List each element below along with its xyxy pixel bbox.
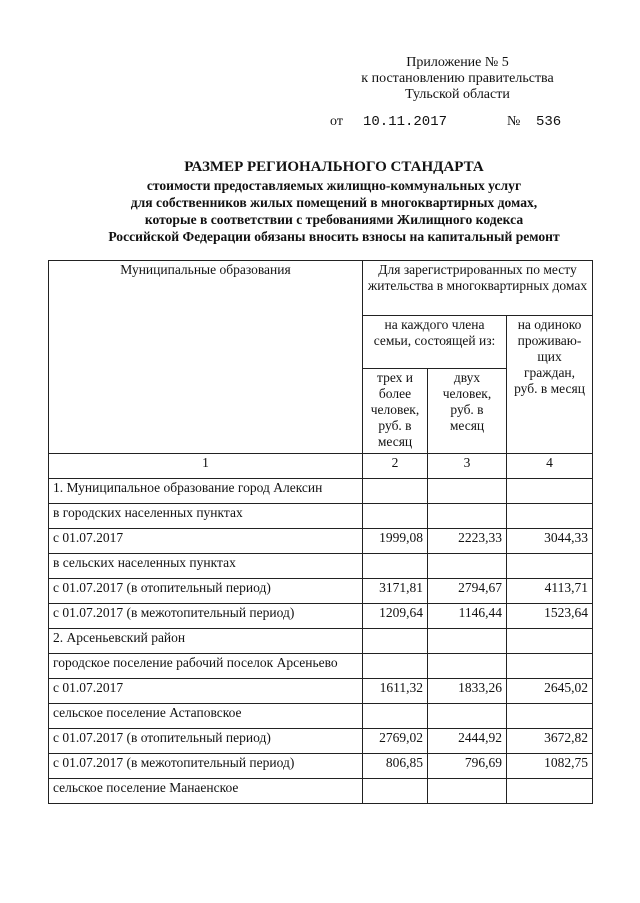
appendix-line-3: Тульской области — [405, 87, 510, 102]
value-single: 2645,02 — [507, 679, 593, 704]
value-single: 4113,71 — [507, 579, 593, 604]
header-registered: Для зарегистрированных по месту жительства в многоквартирных домах — [363, 261, 593, 316]
value-three-plus — [363, 554, 428, 579]
table-row — [49, 504, 593, 529]
value-three-plus: 806,85 — [363, 754, 428, 779]
standard-table — [48, 260, 593, 804]
row-label: с 01.07.2017 (в межотопительный период) — [49, 754, 363, 779]
value-two — [428, 704, 507, 729]
document-title — [60, 158, 608, 245]
value-two: 2794,67 — [428, 579, 507, 604]
row-label: сельское поселение Астаповское — [49, 704, 363, 729]
col-number-2: 2 — [363, 454, 428, 479]
table-row — [49, 529, 593, 554]
value-two — [428, 779, 507, 804]
value-three-plus: 3171,81 — [363, 579, 428, 604]
value-single — [507, 779, 593, 804]
value-two — [428, 479, 507, 504]
value-three-plus — [363, 704, 428, 729]
value-three-plus — [363, 479, 428, 504]
table-row — [49, 754, 593, 779]
header-per-member: на каждого члена семьи, состоящей из: — [363, 316, 507, 369]
row-label: 2. Арсеньевский район — [49, 629, 363, 654]
header-row-1 — [49, 261, 593, 316]
col-number-3: 3 — [428, 454, 507, 479]
title-sub-3: которые в соответствии с требованиями Жилищного кодекса — [144, 212, 524, 227]
value-three-plus: 1611,32 — [363, 679, 428, 704]
table-row — [49, 629, 593, 654]
row-label: городское поселение рабочий поселок Арсеньево — [49, 654, 363, 679]
row-label: сельское поселение Манаенское — [49, 779, 363, 804]
table-row — [49, 679, 593, 704]
table-row — [49, 479, 593, 504]
value-three-plus: 1209,64 — [363, 604, 428, 629]
table-row — [49, 579, 593, 604]
value-single — [507, 704, 593, 729]
header-two: двух человек, руб. в месяц — [428, 369, 507, 454]
col-number-1: 1 — [49, 454, 363, 479]
row-label: в сельских населенных пунктах — [49, 554, 363, 579]
value-single — [507, 554, 593, 579]
value-single — [507, 629, 593, 654]
title-sub-1: стоимости предоставляемых жилищно-коммунальных услуг — [146, 178, 522, 193]
value-single: 1523,64 — [507, 604, 593, 629]
value-single — [507, 479, 593, 504]
title-sub-2: для собственников жилых помещений в многоквартирных домах, — [130, 195, 538, 210]
value-two: 796,69 — [428, 754, 507, 779]
appendix-line-2: к постановлению правительства — [361, 71, 554, 86]
value-two: 2223,33 — [428, 529, 507, 554]
decree-number: 536 — [536, 114, 562, 130]
table-row — [49, 779, 593, 804]
table-row — [49, 554, 593, 579]
row-label: с 01.07.2017 — [49, 529, 363, 554]
header-three-plus: трех и более человек, руб. в месяц — [363, 369, 428, 454]
value-two — [428, 654, 507, 679]
value-three-plus — [363, 654, 428, 679]
table-row — [49, 654, 593, 679]
row-label: с 01.07.2017 — [49, 679, 363, 704]
value-single — [507, 504, 593, 529]
value-two: 1833,26 — [428, 679, 507, 704]
title-sub-4: Российской Федерации обязаны вносить взносы на капитальный ремонт — [108, 229, 560, 244]
table-row — [49, 604, 593, 629]
value-three-plus: 2769,02 — [363, 729, 428, 754]
header-municipal: Муниципальные образования — [49, 261, 363, 454]
col-number-4: 4 — [507, 454, 593, 479]
decree-date: 10.11.2017 — [363, 114, 448, 130]
row-label: 1. Муниципальное образование город Алексин — [49, 479, 363, 504]
value-two — [428, 629, 507, 654]
value-single: 3044,33 — [507, 529, 593, 554]
value-single — [507, 654, 593, 679]
value-three-plus — [363, 779, 428, 804]
row-label: с 01.07.2017 (в отопительный период) — [49, 579, 363, 604]
value-two — [428, 554, 507, 579]
value-three-plus: 1999,08 — [363, 529, 428, 554]
row-label: в городских населенных пунктах — [49, 504, 363, 529]
title-main: РАЗМЕР РЕГИОНАЛЬНОГО СТАНДАРТА — [184, 159, 484, 175]
from-label: от — [330, 114, 343, 129]
value-single: 3672,82 — [507, 729, 593, 754]
appendix-line-1: Приложение № 5 — [406, 55, 509, 70]
header-single: на одиноко проживаю-щих граждан, руб. в месяц — [507, 316, 593, 454]
number-label: № — [507, 114, 521, 129]
appendix-header — [330, 55, 585, 103]
row-label: с 01.07.2017 (в межотопительный период) — [49, 604, 363, 629]
column-number-row — [49, 454, 593, 479]
table-row — [49, 704, 593, 729]
row-label: с 01.07.2017 (в отопительный период) — [49, 729, 363, 754]
value-two: 2444,92 — [428, 729, 507, 754]
value-two: 1146,44 — [428, 604, 507, 629]
value-single: 1082,75 — [507, 754, 593, 779]
table-row — [49, 729, 593, 754]
value-three-plus — [363, 504, 428, 529]
value-two — [428, 504, 507, 529]
value-three-plus — [363, 629, 428, 654]
